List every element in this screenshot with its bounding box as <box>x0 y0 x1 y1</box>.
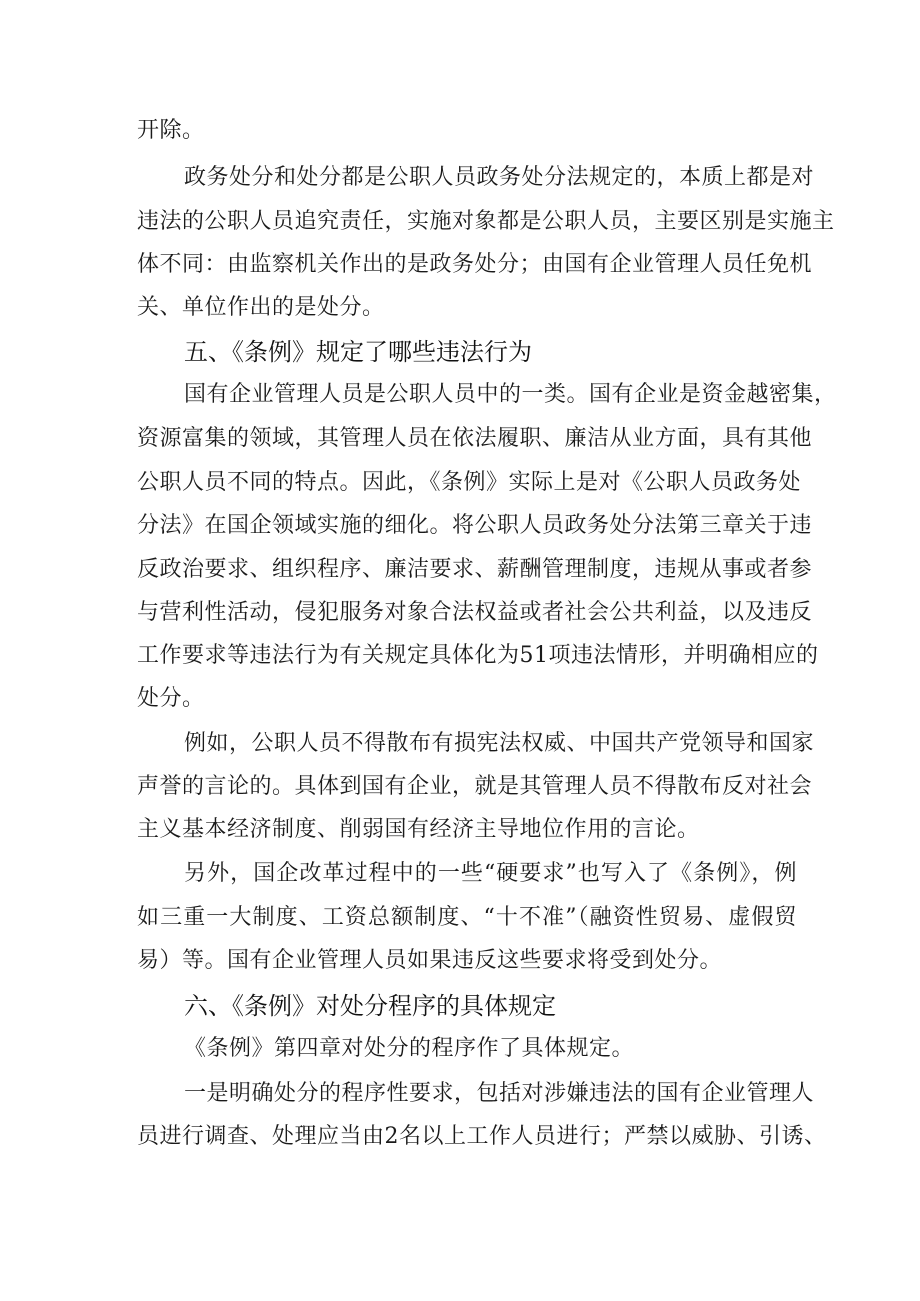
text-line: 主义基本经济制度、削弱国有经济主导地位作用的言论。 <box>137 817 700 842</box>
text-line: 另外，国企改革过程中的一些“硬要求”也写入了《条例》，例 <box>184 861 797 886</box>
text-line: 体不同：由监察机关作出的是政务处分；由国有企业管理人员任免机 <box>137 252 813 277</box>
text-line: 国有企业管理人员是公职人员中的一类。国有企业是资金越密集， <box>184 382 837 407</box>
text-line: 《条例》第四章对处分的程序作了具体规定。 <box>184 1036 635 1061</box>
text-line: 一是明确处分的程序性要求，包括对涉嫌违法的国有企业管理人 <box>184 1081 815 1106</box>
text-line: 反政治要求、组织程序、廉洁要求、薪酬管理制度，违规从事或者参 <box>137 557 813 582</box>
text-line: 违法的公职人员追究责任，实施对象都是公职人员，主要区别是实施主 <box>137 209 835 234</box>
section-heading: 六、《条例》对处分程序的具体规定 <box>184 992 556 1020</box>
text-line: 资源富集的领域，其管理人员在依法履职、廉洁从业方面，具有其他 <box>137 426 813 451</box>
text-line: 易）等。国有企业管理人员如果违反这些要求将受到处分。 <box>137 948 723 973</box>
text-line: 如三重一大制度、工资总额制度、“十不准”（融资性贸易、虚假贸 <box>137 905 797 930</box>
text-line: 例如，公职人员不得散布有损宪法权威、中国共产党领导和国家 <box>184 731 815 756</box>
text-line: 员进行调查、处理应当由2名以上工作人员进行；严禁以威胁、引诱、 <box>137 1124 827 1149</box>
text-line: 处分。 <box>137 686 205 711</box>
text-line: 与营利性活动，侵犯服务对象合法权益或者社会公共利益，以及违反 <box>137 600 813 625</box>
text-line: 声誉的言论的。具体到国有企业，就是其管理人员不得散布反对社会 <box>137 774 813 799</box>
text-line: 工作要求等违法行为有关规定具体化为51项违法情形，并明确相应的 <box>137 643 819 668</box>
text-line: 公职人员不同的特点。因此，《条例》实际上是对《公职人员政务处 <box>137 470 802 495</box>
section-heading: 五、《条例》规定了哪些违法行为 <box>184 338 532 366</box>
text-line: 关、单位作出的是处分。 <box>137 295 385 320</box>
text-line: 开除。 <box>137 118 205 143</box>
text-line: 政务处分和处分都是公职人员政务处分法规定的，本质上都是对 <box>184 165 815 190</box>
text-line: 分法》在国企领域实施的细化。将公职人员政务处分法第三章关于违 <box>137 513 813 538</box>
